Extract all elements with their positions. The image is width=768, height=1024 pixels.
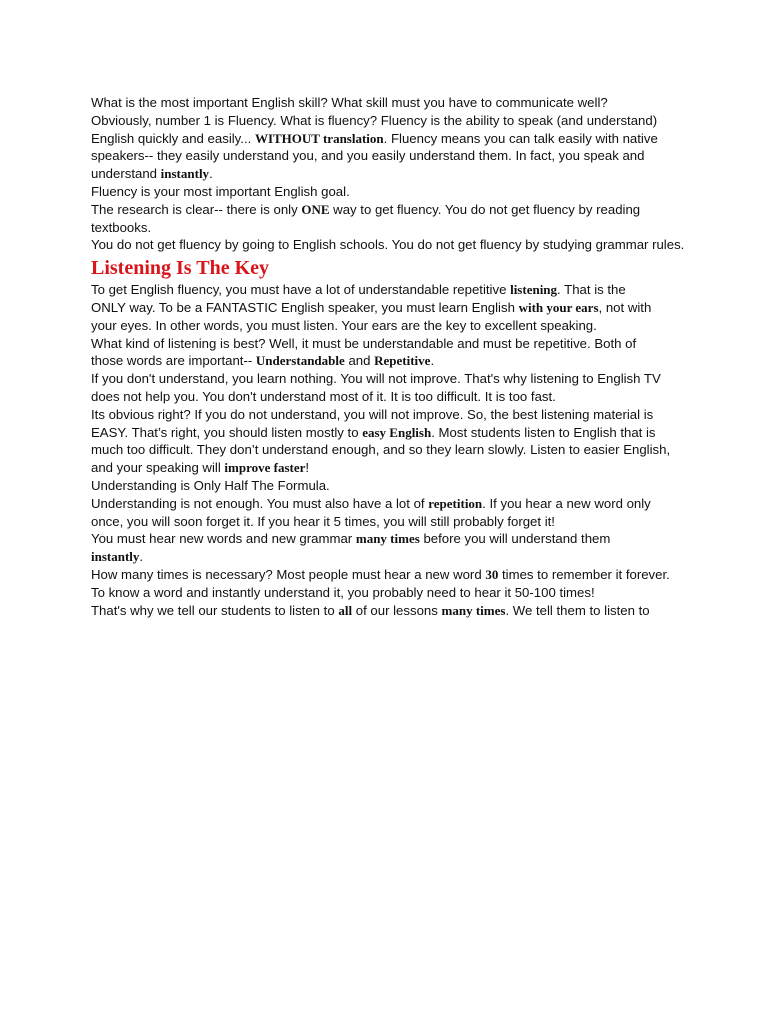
text-run: once, you will soon forget it. If you hear it 5 times, you will still probably forget it! [91,513,555,529]
paragraph-line [91,584,691,602]
bold-phrase: instantly [91,549,140,565]
paragraph-line [91,112,691,130]
paragraph-line [91,236,691,254]
text-run: . [139,549,144,565]
bold-phrase: many times [355,531,420,547]
text-run: of our lessons [352,602,442,618]
paragraph-line [91,94,691,112]
paragraph-line [91,317,691,335]
text-run: Understanding is not enough. You must also have a lot of [91,495,429,511]
text-run: You must hear new words and new grammar [91,531,356,547]
paragraph-line [91,370,691,388]
bold-phrase: Understandable [255,353,345,369]
text-run: , not with [598,299,652,315]
paragraph-line [91,459,691,477]
text-run: those words are important-- [91,353,256,369]
bold-phrase: with your ears [518,299,599,315]
bold-phrase: improve faster [224,460,306,476]
text-run: ONLY way. To be a FANTASTIC English speaker, you must learn English [91,299,519,315]
paragraph-line [91,299,691,317]
paragraph-line [91,201,691,237]
text-run: speakers-- they easily understand you, and you easily understand them. In fact, you speak and [91,148,645,164]
text-run: English quickly and easily... [91,130,255,146]
text-run: . We tell them to listen to [505,602,650,618]
paragraph-line [91,548,691,566]
bold-phrase: many times [441,602,506,618]
text-run: times to remember it forever. [498,566,670,582]
document-body [91,94,691,619]
text-run: That's why we tell our students to listen to [91,602,339,618]
bold-phrase: listening [510,282,558,298]
bold-phrase: easy English [362,424,432,440]
paragraph-line [91,477,691,495]
paragraph-line [91,281,691,299]
paragraph-line [91,165,691,183]
bold-phrase: all [338,602,353,618]
text-run: EASY. That’s right, you should listen mostly to [91,424,363,440]
text-run: . [430,353,435,369]
paragraph-line [91,566,691,584]
text-run: and [344,353,375,369]
paragraph-line [91,335,691,353]
text-run: . Most students listen to English that is [431,424,656,440]
text-run: . [209,166,213,182]
paragraph-line [91,130,691,148]
paragraph-line [91,530,691,548]
text-run: ! [305,460,310,476]
paragraph-line [91,424,691,442]
text-run: . If you hear a new word only [482,495,651,511]
text-run: . Fluency means you can talk easily with native [383,130,658,146]
bold-phrase: 30 [485,566,499,582]
bold-phrase: instantly [160,166,210,182]
bold-phrase: repetition [428,495,483,511]
text-run: Understanding is Only Half The Formula. [91,477,330,493]
text-run: Obviously, number 1 is Fluency. What is fluency? Fluency is the ability to speak (and understand) [91,112,658,128]
bold-phrase: ONE [301,201,330,217]
text-run: Fluency is your most important English goal. [91,183,350,199]
paragraph-line [91,441,691,459]
text-run: your eyes. In other words, you must listen. Your ears are the key to excellent speaking. [91,317,597,333]
paragraph-line [91,513,691,531]
text-run: What is the most important English skill? What skill must you have to communicate well? [91,95,608,110]
text-run: Its obvious right? If you do not understand, you will not improve. So, the best listening material is [91,406,654,422]
text-run: If you don't understand, you learn nothing. You will not improve. That's why listening to English TV [91,371,661,387]
text-run: To know a word and instantly understand it, you probably need to hear it 50-100 times! [91,584,595,600]
paragraph-line [91,388,691,406]
text-run: . That is the [557,282,626,298]
paragraph-line [91,183,691,201]
paragraph-line [91,352,691,370]
bold-phrase: WITHOUT translation [254,130,384,146]
paragraph-line [91,602,691,620]
text-run: The research is clear-- there is only [91,201,302,217]
paragraph-line [91,147,691,165]
paragraph-line [91,406,691,424]
bold-phrase: Repetitive [374,353,431,369]
text-run: What kind of listening is best? Well, it must be understandable and must be repetitive. Both of [91,335,637,351]
text-run: understand [91,166,161,182]
text-run: and your speaking will [91,460,225,476]
text-run: way to get fluency. You do not get fluency by reading textbooks. [91,201,641,235]
text-run: before you will understand them [419,531,611,547]
text-run: How many times is necessary? Most people must hear a new word [91,566,486,582]
text-run: To get English fluency, you must have a lot of understandable repetitive [91,282,511,298]
paragraph-line [91,495,691,513]
text-run: does not help you. You don't understand most of it. It is too difficult. It is too fast. [91,388,556,404]
section-heading: Listening Is The Key [91,257,269,280]
text-run: You do not get fluency by going to English schools. You do not get fluency by studying grammar rules. [91,237,685,253]
text-run: much too difficult. They don’t understand enough, and so they learn slowly. Listen to easier English, [91,442,671,458]
